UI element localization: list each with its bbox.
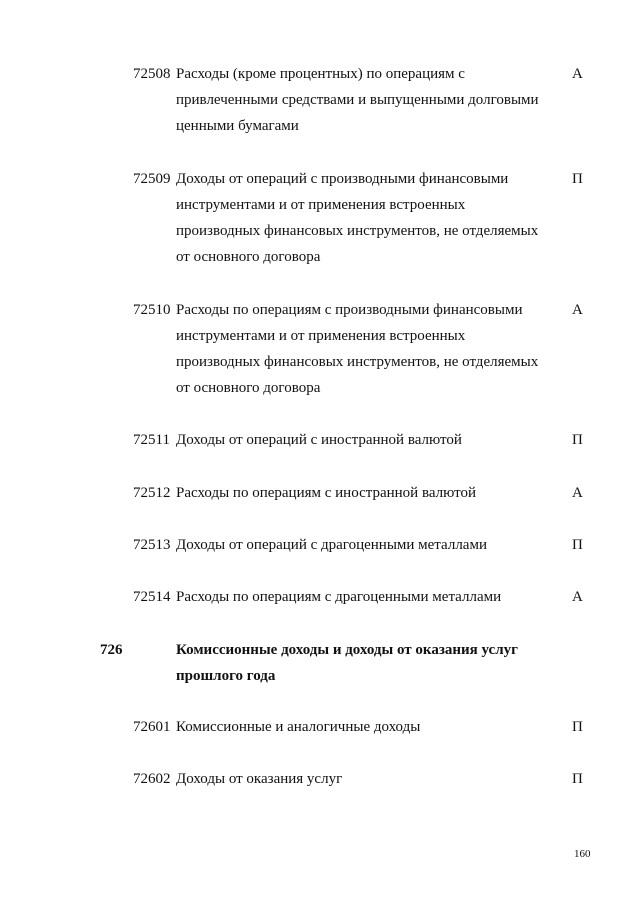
account-side: А	[572, 485, 583, 501]
account-code: 72601	[133, 719, 171, 735]
account-description: Доходы от оказания услуг	[176, 771, 343, 787]
account-side: П	[572, 771, 583, 787]
account-description: Комиссионные и аналогичные доходы	[176, 719, 421, 735]
account-side: А	[572, 66, 583, 82]
section-title: Комиссионные доходы и доходы от оказания услуг прошлого года	[176, 642, 518, 684]
account-description: Расходы (кроме процентных) по операциям с привлеченными средствами и выпущенными долговыми ценными бумагами	[176, 66, 539, 134]
page-number: 160	[574, 848, 591, 860]
account-code: 72514	[133, 589, 171, 605]
section-code: 726	[100, 642, 123, 658]
account-code: 72510	[133, 302, 171, 318]
account-description: Расходы по операциям с драгоценными металлами	[176, 589, 502, 605]
account-side: П	[572, 537, 583, 553]
account-description: Доходы от операций с иностранной валютой	[176, 432, 462, 448]
account-code: 72509	[133, 171, 171, 187]
account-side: А	[572, 589, 583, 605]
account-description: Доходы от операций с производными финансовыми инструментами и от применения встроенных производных финансовых инструментов, не отделяемых от основного договора	[176, 171, 539, 265]
account-code: 72602	[133, 771, 171, 787]
account-code: 72511	[133, 432, 170, 448]
account-description: Расходы по операциям с иностранной валютой	[176, 485, 477, 501]
account-side: П	[572, 432, 583, 448]
account-description: Доходы от операций с драгоценными металлами	[176, 537, 487, 553]
account-code: 72508	[133, 66, 171, 82]
account-side: А	[572, 302, 583, 318]
account-side: П	[572, 719, 583, 735]
account-description: Расходы по операциям с производными финансовыми инструментами и от применения встроенных производных финансовых инструментов, не отделяемых от основного договора	[176, 302, 539, 396]
account-code: 72512	[133, 485, 171, 501]
account-side: П	[572, 171, 583, 187]
account-code: 72513	[133, 537, 171, 553]
